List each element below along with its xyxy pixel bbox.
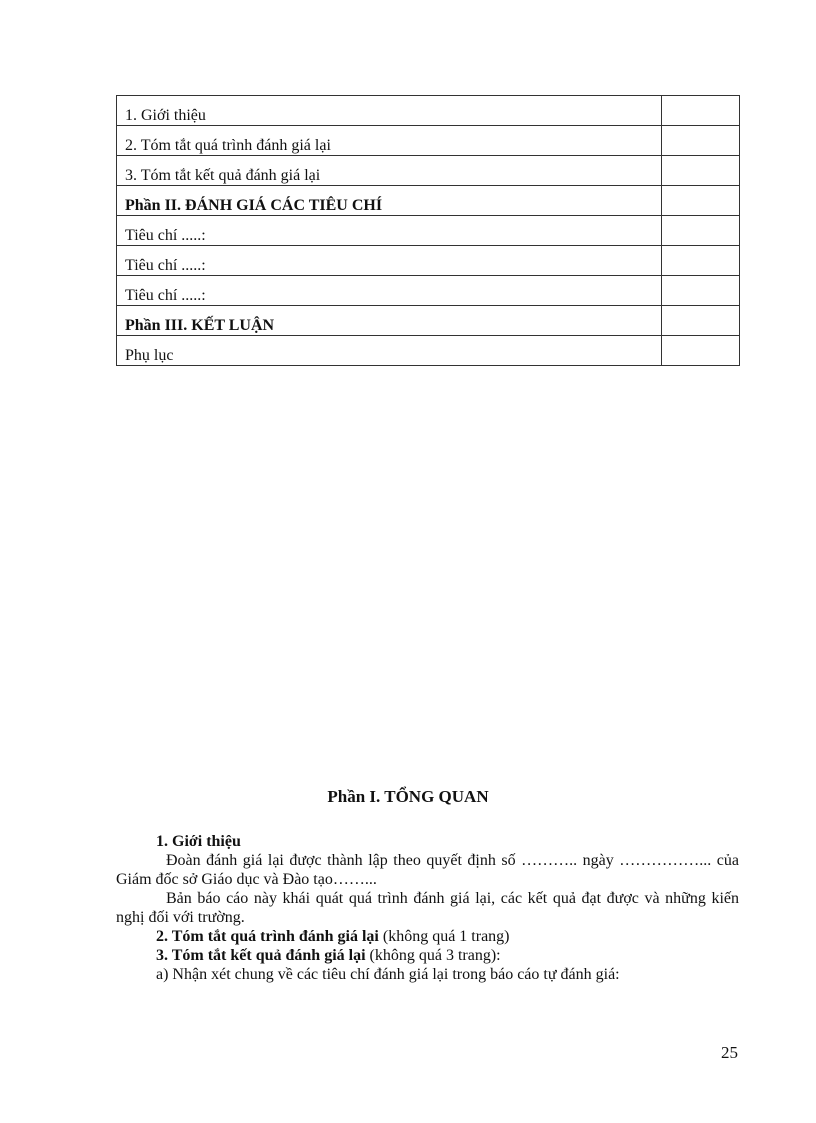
toc-row-label: Phụ lục bbox=[117, 336, 662, 366]
toc-row-page bbox=[662, 306, 740, 336]
intro-paragraph-2: Bản báo cáo này khái quát quá trình đánh giá lại, các kết quả đạt được và những kiến nghị đối với trường. bbox=[116, 890, 739, 926]
toc-row-page bbox=[662, 96, 740, 126]
toc-row bbox=[117, 246, 740, 276]
toc-row-page bbox=[662, 246, 740, 276]
summary-results-note: (không quá 3 trang): bbox=[365, 947, 501, 964]
toc-row-page bbox=[662, 126, 740, 156]
toc-row-label: Phần II. ĐÁNH GIÁ CÁC TIÊU CHÍ bbox=[117, 186, 662, 216]
toc-row bbox=[117, 336, 740, 366]
section-body bbox=[116, 832, 739, 984]
item-a-line: a) Nhận xét chung về các tiêu chí đánh giá lại trong báo cáo tự đánh giá: bbox=[156, 966, 620, 983]
toc-row-label: 1. Giới thiệu bbox=[117, 96, 662, 126]
toc-row-page bbox=[662, 276, 740, 306]
toc-row bbox=[117, 276, 740, 306]
summary-process-heading: 2. Tóm tắt quá trình đánh giá lại bbox=[156, 928, 379, 945]
summary-results-heading: 3. Tóm tắt kết quả đánh giá lại bbox=[156, 947, 366, 964]
toc-row-page bbox=[662, 336, 740, 366]
toc-row-section bbox=[117, 306, 740, 336]
table-of-contents bbox=[116, 95, 740, 366]
toc-row-section bbox=[117, 186, 740, 216]
toc-row bbox=[117, 96, 740, 126]
summary-results-line bbox=[116, 946, 739, 965]
toc-row bbox=[117, 156, 740, 186]
toc-row-label: Tiêu chí .....: bbox=[117, 276, 662, 306]
toc-row-label: Tiêu chí .....: bbox=[117, 246, 662, 276]
page-number: 25 bbox=[721, 1043, 738, 1062]
intro-paragraph-1: Đoàn đánh giá lại được thành lập theo quyết định số ……….. ngày ……………... của Giám đốc sở Giáo dục và Đào tạo……... bbox=[116, 852, 739, 888]
toc-row bbox=[117, 126, 740, 156]
toc-row-page bbox=[662, 156, 740, 186]
toc-row-label: 3. Tóm tắt kết quả đánh giá lại bbox=[117, 156, 662, 186]
summary-process-line bbox=[116, 927, 739, 946]
toc-row-page bbox=[662, 186, 740, 216]
toc-row-page bbox=[662, 216, 740, 246]
toc-row-label: Phần III. KẾT LUẬN bbox=[117, 306, 662, 336]
section-title: Phần I. TỔNG QUAN bbox=[327, 787, 489, 806]
toc-row bbox=[117, 216, 740, 246]
intro-heading: 1. Giới thiệu bbox=[156, 833, 241, 850]
summary-process-note: (không quá 1 trang) bbox=[378, 928, 510, 945]
toc-row-label: Tiêu chí .....: bbox=[117, 216, 662, 246]
toc-row-label: 2. Tóm tắt quá trình đánh giá lại bbox=[117, 126, 662, 156]
